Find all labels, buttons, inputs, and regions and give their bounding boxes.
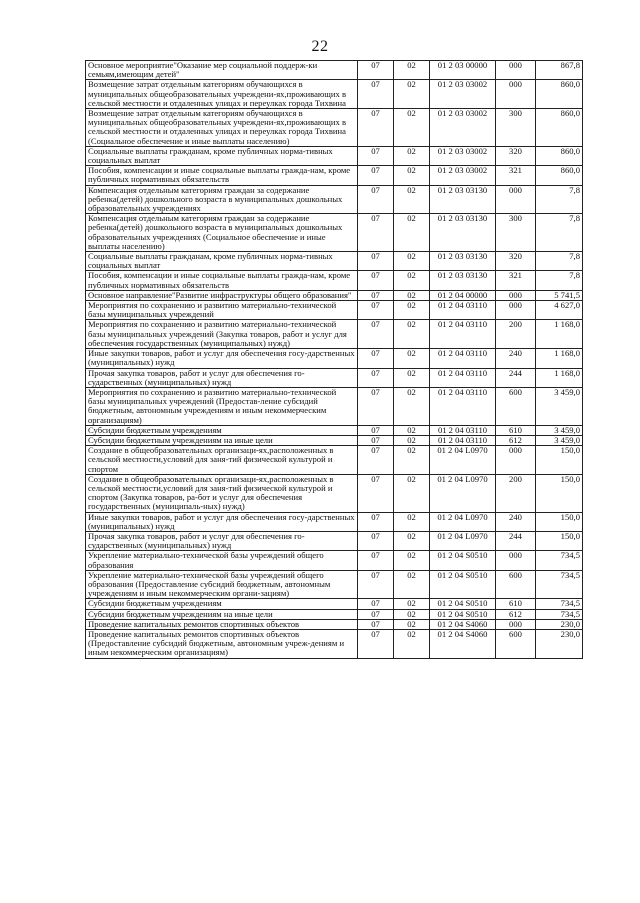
row-name-cell: Возмещение затрат отдельным категориям обучающихся в муниципальных общеобразовательных учреждени-ях,проживающих в сельской местности и отдаленных улицах и переулках города Тихвина: [86, 80, 358, 109]
amount-cell: 1 168,0: [536, 320, 583, 349]
section-code-cell: 07: [358, 619, 394, 629]
target-code-cell: 01 2 04 S0510: [430, 609, 496, 619]
table-row: [86, 146, 583, 165]
amount-cell: 1 168,0: [536, 349, 583, 368]
table-row: [86, 80, 583, 109]
expense-type-cell: 244: [496, 531, 536, 550]
target-code-cell: 01 2 03 03002: [430, 166, 496, 185]
subsection-code-cell: 02: [394, 368, 430, 387]
table-row: [86, 446, 583, 475]
amount-cell: 860,0: [536, 109, 583, 147]
section-code-cell: 07: [358, 185, 394, 214]
table-row: [86, 185, 583, 214]
row-name-cell: Проведение капитальных ремонтов спортивных объектов: [86, 619, 358, 629]
subsection-code-cell: 02: [394, 271, 430, 290]
target-code-cell: 01 2 04 03110: [430, 301, 496, 320]
section-code-cell: 07: [358, 349, 394, 368]
table-row: [86, 320, 583, 349]
section-code-cell: 07: [358, 629, 394, 658]
row-name-cell: Иные закупки товаров, работ и услуг для обеспечения госу-дарственных (муниципальных) нужд: [86, 349, 358, 368]
row-name-cell: Компенсация отдельным категориям граждан за содержание ребенка(детей) дошкольного возраста в муниципальных дошкольных образовательных учреждениях: [86, 185, 358, 214]
subsection-code-cell: 02: [394, 214, 430, 252]
target-code-cell: 01 2 03 03130: [430, 185, 496, 214]
amount-cell: 3 459,0: [536, 425, 583, 435]
subsection-code-cell: 02: [394, 619, 430, 629]
section-code-cell: 07: [358, 61, 394, 80]
table-row: [86, 599, 583, 609]
expense-type-cell: 000: [496, 185, 536, 214]
amount-cell: 734,5: [536, 609, 583, 619]
target-code-cell: 01 2 03 03130: [430, 214, 496, 252]
target-code-cell: 01 2 03 03130: [430, 252, 496, 271]
amount-cell: 734,5: [536, 599, 583, 609]
page-number: 22: [311, 38, 329, 55]
section-code-cell: 07: [358, 531, 394, 550]
expense-type-cell: 600: [496, 629, 536, 658]
row-name-cell: Пособия, компенсации и иные социальные выплаты гражда-нам, кроме публичных нормативных обязательств: [86, 271, 358, 290]
expense-type-cell: 200: [496, 474, 536, 512]
subsection-code-cell: 02: [394, 61, 430, 80]
section-code-cell: 07: [358, 214, 394, 252]
target-code-cell: 01 2 04 03110: [430, 425, 496, 435]
table-row: [86, 512, 583, 531]
expense-type-cell: 320: [496, 252, 536, 271]
row-name-cell: Социальные выплаты гражданам, кроме публичных норма-тивных социальных выплат: [86, 146, 358, 165]
amount-cell: 7,8: [536, 271, 583, 290]
expense-type-cell: 610: [496, 425, 536, 435]
target-code-cell: 01 2 04 L0970: [430, 531, 496, 550]
amount-cell: 5 741,5: [536, 290, 583, 300]
subsection-code-cell: 02: [394, 290, 430, 300]
expense-type-cell: 612: [496, 435, 536, 445]
table-row: [86, 387, 583, 425]
table-row: [86, 629, 583, 658]
expense-type-cell: 320: [496, 146, 536, 165]
target-code-cell: 01 2 04 03110: [430, 320, 496, 349]
amount-cell: 860,0: [536, 146, 583, 165]
subsection-code-cell: 02: [394, 80, 430, 109]
section-code-cell: 07: [358, 290, 394, 300]
expense-type-cell: 600: [496, 387, 536, 425]
row-name-cell: Субсидии бюджетным учреждениям: [86, 425, 358, 435]
table-row: [86, 301, 583, 320]
table-row: [86, 214, 583, 252]
section-code-cell: 07: [358, 435, 394, 445]
row-name-cell: Компенсация отдельным категориям граждан за содержание ребенка(детей) дошкольного возраста в муниципальных дошкольных образовательных учреждениях (Социальное обеспечение и иные выплаты населению): [86, 214, 358, 252]
subsection-code-cell: 02: [394, 512, 430, 531]
target-code-cell: 01 2 04 03110: [430, 349, 496, 368]
subsection-code-cell: 02: [394, 349, 430, 368]
table-row: [86, 435, 583, 445]
amount-cell: 150,0: [536, 474, 583, 512]
expense-type-cell: 200: [496, 320, 536, 349]
target-code-cell: 01 2 03 03130: [430, 271, 496, 290]
section-code-cell: 07: [358, 609, 394, 619]
budget-table-body: [86, 61, 583, 659]
section-code-cell: 07: [358, 512, 394, 531]
section-code-cell: 07: [358, 387, 394, 425]
budget-table: [85, 60, 583, 659]
section-code-cell: 07: [358, 146, 394, 165]
section-code-cell: 07: [358, 109, 394, 147]
target-code-cell: 01 2 04 L0970: [430, 474, 496, 512]
expense-type-cell: 300: [496, 109, 536, 147]
table-row: [86, 252, 583, 271]
subsection-code-cell: 02: [394, 551, 430, 570]
table-row: [86, 474, 583, 512]
target-code-cell: 01 2 03 03002: [430, 80, 496, 109]
subsection-code-cell: 02: [394, 146, 430, 165]
subsection-code-cell: 02: [394, 446, 430, 475]
amount-cell: 150,0: [536, 531, 583, 550]
amount-cell: 7,8: [536, 252, 583, 271]
subsection-code-cell: 02: [394, 185, 430, 214]
expense-type-cell: 000: [496, 301, 536, 320]
subsection-code-cell: 02: [394, 425, 430, 435]
section-code-cell: 07: [358, 599, 394, 609]
subsection-code-cell: 02: [394, 609, 430, 619]
table-row: [86, 551, 583, 570]
target-code-cell: 01 2 04 03110: [430, 368, 496, 387]
section-code-cell: 07: [358, 166, 394, 185]
target-code-cell: 01 2 04 S4060: [430, 629, 496, 658]
target-code-cell: 01 2 04 03110: [430, 387, 496, 425]
expense-type-cell: 000: [496, 619, 536, 629]
row-name-cell: Иные закупки товаров, работ и услуг для обеспечения госу-дарственных (муниципальных) нужд: [86, 512, 358, 531]
subsection-code-cell: 02: [394, 109, 430, 147]
amount-cell: 150,0: [536, 512, 583, 531]
section-code-cell: 07: [358, 252, 394, 271]
row-name-cell: Субсидии бюджетным учреждениям: [86, 599, 358, 609]
table-row: [86, 619, 583, 629]
row-name-cell: Создание в общеобразовательных организаци-ях,расположенных в сельской местности,условий для заня-тий физической культурой и спортом: [86, 446, 358, 475]
row-name-cell: Укрепление материально-технической базы учреждений общего образования: [86, 551, 358, 570]
section-code-cell: 07: [358, 80, 394, 109]
expense-type-cell: 244: [496, 368, 536, 387]
expense-type-cell: 000: [496, 80, 536, 109]
amount-cell: 230,0: [536, 629, 583, 658]
target-code-cell: 01 2 03 03002: [430, 109, 496, 147]
section-code-cell: 07: [358, 301, 394, 320]
target-code-cell: 01 2 04 L0970: [430, 512, 496, 531]
subsection-code-cell: 02: [394, 387, 430, 425]
table-row: [86, 166, 583, 185]
amount-cell: 230,0: [536, 619, 583, 629]
subsection-code-cell: 02: [394, 599, 430, 609]
target-code-cell: 01 2 04 L0970: [430, 446, 496, 475]
amount-cell: 860,0: [536, 80, 583, 109]
table-row: [86, 531, 583, 550]
section-code-cell: 07: [358, 271, 394, 290]
expense-type-cell: 610: [496, 599, 536, 609]
expense-type-cell: 000: [496, 290, 536, 300]
expense-type-cell: 240: [496, 349, 536, 368]
amount-cell: 734,5: [536, 551, 583, 570]
table-row: [86, 425, 583, 435]
section-code-cell: 07: [358, 368, 394, 387]
target-code-cell: 01 2 04 S0510: [430, 570, 496, 599]
expense-type-cell: 300: [496, 214, 536, 252]
section-code-cell: 07: [358, 474, 394, 512]
row-name-cell: Основное направление"Развитие инфраструктуры общего образования": [86, 290, 358, 300]
subsection-code-cell: 02: [394, 166, 430, 185]
row-name-cell: Прочая закупка товаров, работ и услуг для обеспечения го-сударственных (муниципальных) нужд: [86, 368, 358, 387]
table-row: [86, 61, 583, 80]
expense-type-cell: 000: [496, 446, 536, 475]
section-code-cell: 07: [358, 570, 394, 599]
row-name-cell: Создание в общеобразовательных организаци-ях,расположенных в сельской местности,условий для заня-тий физической культурой и спортом (Закупка товаров, ра-бот и услуг для обеспечения государственных (муниципаль-ных) нужд): [86, 474, 358, 512]
subsection-code-cell: 02: [394, 435, 430, 445]
section-code-cell: 07: [358, 425, 394, 435]
expense-type-cell: 000: [496, 551, 536, 570]
amount-cell: 4 627,0: [536, 301, 583, 320]
expense-type-cell: 000: [496, 61, 536, 80]
table-row: [86, 109, 583, 147]
amount-cell: 1 168,0: [536, 368, 583, 387]
subsection-code-cell: 02: [394, 301, 430, 320]
expense-type-cell: 612: [496, 609, 536, 619]
row-name-cell: Социальные выплаты гражданам, кроме публичных норма-тивных социальных выплат: [86, 252, 358, 271]
target-code-cell: 01 2 04 00000: [430, 290, 496, 300]
target-code-cell: 01 2 04 S0510: [430, 551, 496, 570]
subsection-code-cell: 02: [394, 629, 430, 658]
amount-cell: 150,0: [536, 446, 583, 475]
table-row: [86, 368, 583, 387]
row-name-cell: Проведение капитальных ремонтов спортивных объектов (Предоставление субсидий бюджетным, автономным учреж-дениям и иным некоммерческим организациям): [86, 629, 358, 658]
table-row: [86, 271, 583, 290]
subsection-code-cell: 02: [394, 320, 430, 349]
row-name-cell: Возмещение затрат отдельным категориям обучающихся в муниципальных общеобразовательных учреждени-ях,проживающих в сельской местности и отдаленных улицах и переулках города Тихвина (Социальное обеспечение и иные выплаты населению): [86, 109, 358, 147]
expense-type-cell: 240: [496, 512, 536, 531]
amount-cell: 7,8: [536, 214, 583, 252]
row-name-cell: Мероприятия по сохранению и развитию материально-технической базы муниципальных учреждений: [86, 301, 358, 320]
subsection-code-cell: 02: [394, 474, 430, 512]
expense-type-cell: 321: [496, 166, 536, 185]
table-row: [86, 349, 583, 368]
row-name-cell: Пособия, компенсации и иные социальные выплаты гражда-нам, кроме публичных нормативных обязательств: [86, 166, 358, 185]
target-code-cell: 01 2 03 00000: [430, 61, 496, 80]
amount-cell: 734,5: [536, 570, 583, 599]
target-code-cell: 01 2 04 S0510: [430, 599, 496, 609]
target-code-cell: 01 2 03 03002: [430, 146, 496, 165]
amount-cell: 867,8: [536, 61, 583, 80]
section-code-cell: 07: [358, 446, 394, 475]
row-name-cell: Укрепление материально-технической базы учреждений общего образования (Предоставление субсидий бюджетным, автономным учреждениям и иным некоммерческим органи-зациям): [86, 570, 358, 599]
amount-cell: 860,0: [536, 166, 583, 185]
table-row: [86, 609, 583, 619]
amount-cell: 3 459,0: [536, 435, 583, 445]
row-name-cell: Прочая закупка товаров, работ и услуг для обеспечения го-сударственных (муниципальных) нужд: [86, 531, 358, 550]
subsection-code-cell: 02: [394, 570, 430, 599]
amount-cell: 7,8: [536, 185, 583, 214]
table-row: [86, 290, 583, 300]
table-row: [86, 570, 583, 599]
row-name-cell: Основное мероприятие"Оказание мер социальной поддерж-ки семьям,имеющим детей": [86, 61, 358, 80]
subsection-code-cell: 02: [394, 531, 430, 550]
row-name-cell: Мероприятия по сохранению и развитию материально-технической базы муниципальных учреждений (Закупка товаров, работ и услуг для обеспечения государственных (муниципальных) нужд): [86, 320, 358, 349]
amount-cell: 3 459,0: [536, 387, 583, 425]
section-code-cell: 07: [358, 551, 394, 570]
row-name-cell: Мероприятия по сохранению и развитию материально-технической базы муниципальных учреждений (Предостав-ление субсидий бюджетным, автономным учреждениям и иным некоммерческим организациям): [86, 387, 358, 425]
target-code-cell: 01 2 04 03110: [430, 435, 496, 445]
subsection-code-cell: 02: [394, 252, 430, 271]
row-name-cell: Субсидии бюджетным учреждениям на иные цели: [86, 609, 358, 619]
section-code-cell: 07: [358, 320, 394, 349]
target-code-cell: 01 2 04 S4060: [430, 619, 496, 629]
expense-type-cell: 321: [496, 271, 536, 290]
row-name-cell: Субсидии бюджетным учреждениям на иные цели: [86, 435, 358, 445]
expense-type-cell: 600: [496, 570, 536, 599]
